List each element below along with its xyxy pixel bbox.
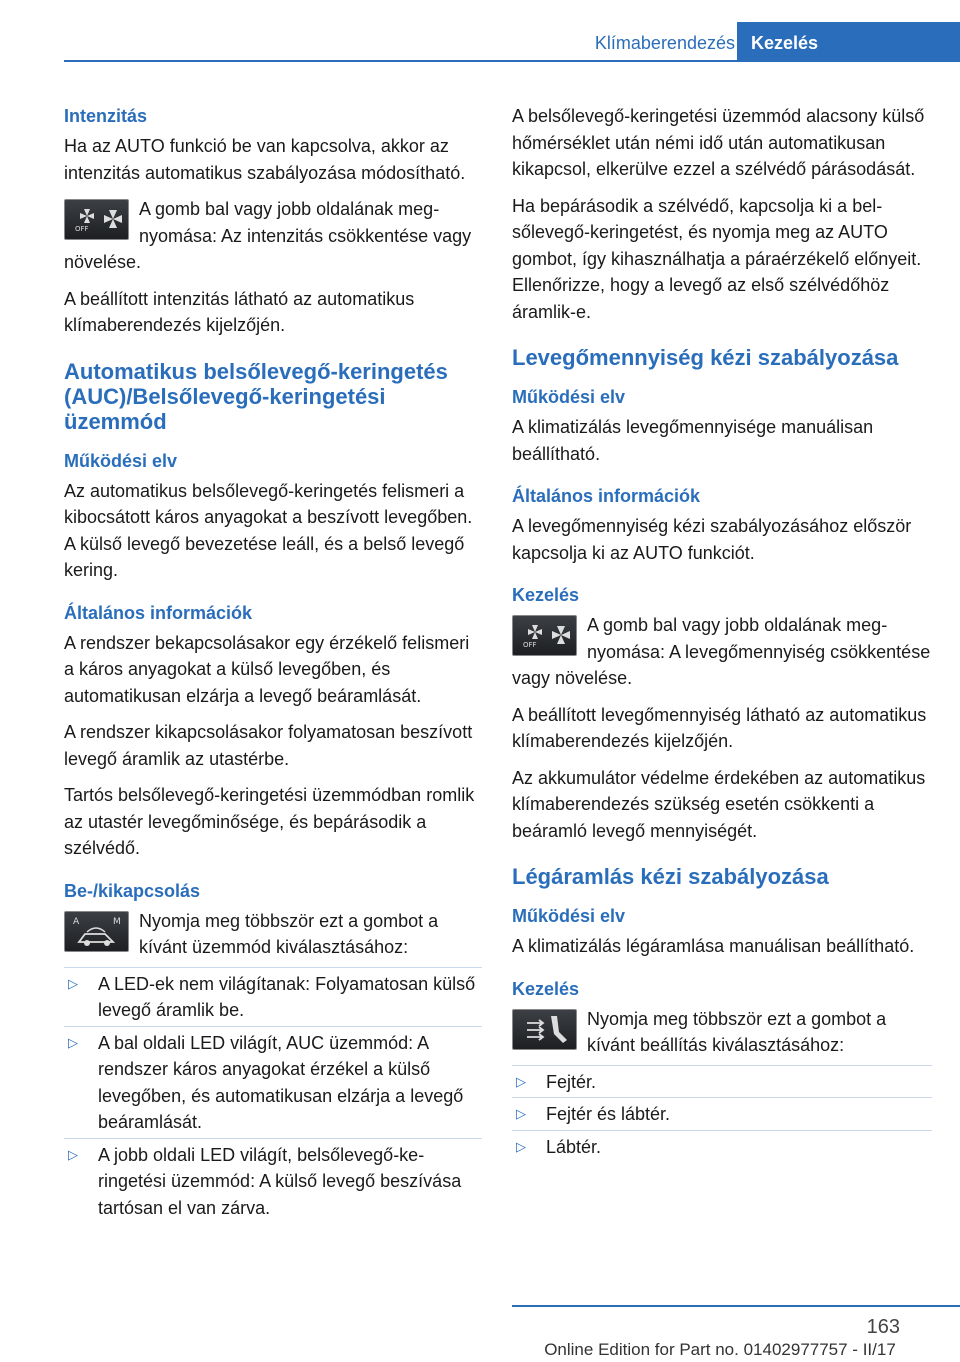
auc-info-p1: A rendszer bekapcsolásakor egy érzékelő felismeri a káros anyagokat a külső levegőben, és automatikusan elzárja a levegő beáramlását. [64,632,470,706]
auc-elv-heading: Működési elv [64,450,178,471]
right-paragraph-1: A belsőlevegő-keringetési üzemmód alacsony külső hőmérséklet után némi idő után automatikusan kikapcsol, elkerülve ezzel a szélvédő párásodását. [512,106,925,179]
recirc-label-a: A [73,916,80,927]
list-item: ▷ A LED-ek nem világítanak: Folyamatosan külső levegő áramlik be. [64,971,482,1024]
airflow-list [512,1069,932,1161]
auc-heading: Automatikus belsőlevegő-keringetés (AUC)/Belsőlevegő-keringetési üzemmód [64,358,448,434]
onoff-button-text: Nyomja meg többször ezt a gombot a kívánt üzemmód kiválasztásához: [139,910,439,957]
fan-button-icon [512,615,577,656]
legaramlas-heading: Légáramlás kézi szabályozása [512,864,829,889]
right-column [512,103,932,1168]
left-column [64,103,482,1229]
lm-elv-heading: Működési elv [512,387,626,407]
header-section-title: Klímaberendezés [594,33,735,53]
lm-display-text: A beállított levegőmennyiség látható az automatikus klímaberendezés kijelzőjén. [512,704,927,751]
footer-rule [512,1305,960,1307]
triangle-right-icon: ▷ [516,1138,526,1154]
intenzitas-heading: Intenzitás [64,106,148,126]
car-recirculation-icon [64,911,129,952]
lm-elv-text: A klimatizálás levegőmennyisége manuálisan beállítható. [512,417,874,464]
intenzitas-button-text: A gomb bal vagy jobb oldalának megnyomása: Az intenzitás csökkentése vagy növelése. [64,199,472,272]
intenzitas-paragraph: Ha az AUTO funkció be van kapcsolva, akkor az intenzitás automatikus szabályozása módosítható. [64,136,466,183]
list-item: ▷ Lábtér. [512,1134,932,1161]
header-rule [64,60,960,62]
list-item: ▷ A jobb oldali LED világít, belsőlevegő-keringetési üzemmód: A külső levegő beszívása tartósan el van zárva. [64,1142,482,1222]
la-elv-text: A klimatizálás légáramlása manuálisan beállítható. [512,936,915,956]
page-header [0,0,960,62]
lm-battery-text: Az akkumulátor védelme érdekében az automatikus klímaberendezés szükség esetén csökkenti a beáramló levegő mennyiségét. [512,767,926,841]
auc-mode-list [64,971,482,1222]
right-paragraph-2: Ha bepárásodik a szélvédő, kapcsolja ki a belsőlevegő-keringetést, és nyomja meg az AUTO gombot, így kihasználhatja a páraérzékelő előnyeit. Ellenőrizze, hogy a levegő az első szélvédőhöz áramlik-e. [512,195,922,322]
edition-note: Online Edition for Part no. 01402977757 - II/17 [544,1340,896,1359]
intenzitas-button-block [64,196,482,276]
fan-button-icon [64,199,129,240]
auc-info-heading: Általános információk [64,602,253,623]
levegomennyiseg-heading: Levegőmennyiség kézi szabályozása [512,345,899,370]
triangle-right-icon: ▷ [516,1106,526,1121]
la-kezeles-heading: Kezelés [512,978,580,999]
lm-info-heading: Általános információk [512,486,701,506]
fan-off-label: OFF [75,225,89,233]
lm-info-text: A levegőmennyiség kézi szabályozásához először kapcsolja ki az AUTO funkciót. [512,516,912,563]
auc-elv-text: Az automatikus belsőlevegő-keringetés felismeri a kibocsátott káros anyagokat a beszívott levegőben. A külső levegő bevezetése leáll, és a belső levegő kering. [64,480,473,580]
lm-button-text: A gomb bal vagy jobb oldalának megnyomása: A levegőmennyiség csökkentése vagy növelése. [512,615,931,688]
auc-info-p3: Tartós belsőlevegő-keringetési üzemmódban romlik az utastér levegőminősége, és bepárásodik a szélvédő. [64,785,475,858]
onoff-button-block [64,908,482,961]
page-number: 163 [866,1316,900,1338]
lm-button-block [512,612,932,692]
la-button-text: Nyomja meg többször ezt a gombot a kívánt beállítás kiválasztásához: [587,1008,887,1055]
onoff-heading: Be-/kikapcsolás [64,880,201,901]
intenzitas-display-text: A beállított intenzitás látható az automatikus klímaberendezés kijelzőjén. [64,288,415,335]
auc-info-p2: A rendszer kikapcsolásakor folyamatosan beszívott levegő áramlik az utastérbe. [64,722,473,769]
la-button-block [512,1006,932,1059]
la-elv-heading: Működési elv [512,906,626,926]
header-chapter-tab: Kezelés [737,22,960,62]
triangle-right-icon: ▷ [516,1073,526,1089]
lm-kezeles-heading: Kezelés [512,585,580,605]
list-item: ▷ A bal oldali LED világít, AUC üzemmód: A rendszer káros anyagokat érzékel a külső levegőben, és automatikusan elzárja a levegő beáramlását. [64,1030,482,1136]
triangle-right-icon: ▷ [68,1034,78,1050]
list-item: ▷ Fejtér. [512,1069,932,1096]
seat-airflow-icon [512,1009,577,1050]
fan-off-label: OFF [523,641,537,649]
recirc-label-m: M [113,916,121,927]
triangle-right-icon: ▷ [68,1146,78,1162]
list-item: ▷ Fejtér és lábtér. [512,1101,932,1128]
triangle-right-icon: ▷ [68,975,78,991]
